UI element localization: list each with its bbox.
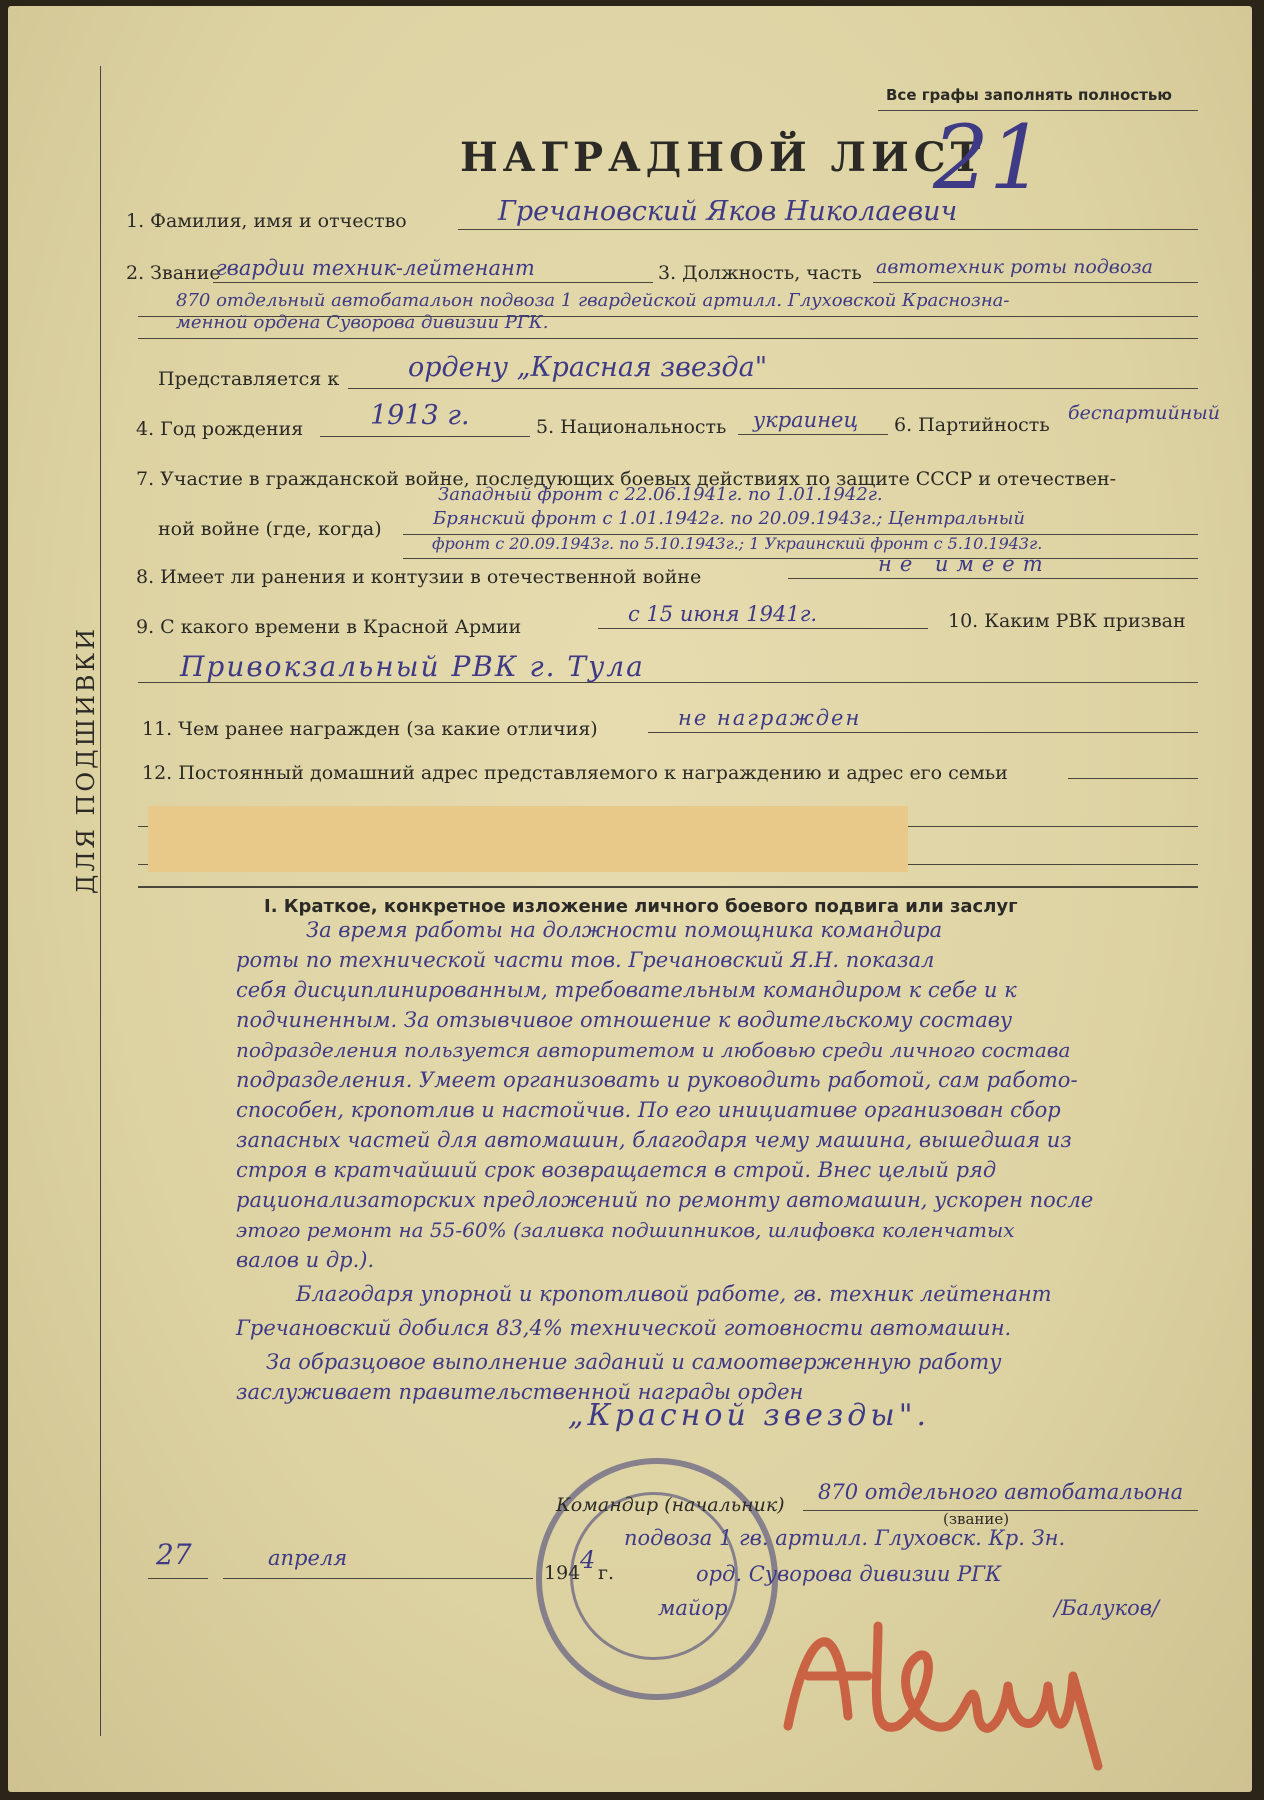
date-year-suffix: 4 [580,1546,596,1574]
merit-line: За время работы на должности помощника командира [306,918,943,942]
merit-line: запасных частей для автомашин, благодаря чему машина, вышедшая из [236,1128,1072,1152]
field-3-label: 3. Должность, часть [658,262,862,284]
margin-label: ДЛЯ ПОДШИВКИ [72,625,100,895]
field-4-label: 4. Год рождения [136,418,304,440]
date-month-line [223,1578,533,1579]
date-day: 27 [156,1538,192,1571]
field-5-label: 5. Национальность [536,416,727,438]
field-6-label: 6. Партийность [894,414,1050,436]
corner-number: 21 [933,106,1045,209]
field-7-line1: Западный фронт с 22.06.1941г. по 1.01.1942г. [438,484,883,505]
field-2-value: гвардии техник-лейтенант [216,256,535,280]
field-7-line2: Брянский фронт с 1.01.1942г. по 20.09.1943г.; Центральный [433,508,1026,529]
field-10-line [138,682,1198,683]
presented-label: Представляется к [158,368,340,390]
field-12-line-a [1068,778,1198,779]
field-3-value: автотехник роты подвоза [876,256,1153,278]
merit-line: себя дисциплинированным, требовательным командиром к себе и к [236,978,1017,1002]
date-g: г. [598,1562,614,1584]
field-3-line2: 870 отдельный автобатальон подвоза 1 гвардейской артилл. Глуховской Краснозна- [176,290,1010,311]
field-4-line [320,436,530,437]
field-5-value: украинец [753,408,859,432]
field-11-line [648,732,1198,733]
field-9-value: с 15 июня 1941г. [628,602,817,626]
date-month: апреля [268,1546,348,1570]
field-1-value: Гречановский Яков Николаевич [498,196,958,227]
merit-line: способен, кропотлив и настойчив. По его инициативе организован сбор [236,1098,1061,1122]
field-12-label: 12. Постоянный домашний адрес представляемого к награждению и адрес его семьи [142,762,1008,784]
field-3-line [873,282,1198,283]
field-2-label: 2. Звание [126,262,221,284]
header-note: Все графы заполнять полностью [886,86,1172,104]
footer-line3: орд. Суворова дивизии РГК [696,1562,1002,1586]
field-7-line3-rule [403,558,1198,559]
rank-value: майор [658,1596,728,1620]
field-5-line [738,434,888,435]
field-8-line [788,578,1198,579]
merit-line: Благодаря упорной и кропотливой работе, гв. техник лейтенант [296,1282,1052,1306]
section-divider [138,886,1198,888]
field-3-line3-rule [138,338,1198,339]
field-9-line [598,628,928,629]
field-1-line [458,229,1198,230]
commander-value: 870 отдельного автобатальона [818,1480,1184,1504]
merit-line: валов и др.). [236,1248,375,1272]
merit-text [236,918,1216,1410]
address-redaction [148,806,908,872]
signature-name: /Балуков/ [1054,1596,1160,1620]
presented-line [348,388,1198,389]
field-7-label-1: 7. Участие в гражданской войне, последующих боевых действиях по защите СССР и отечествен- [136,468,1117,490]
section-heading: I. Краткое, конкретное изложение личного боевого подвига или заслуг [264,896,1018,917]
commander-label: Командир (начальник) [556,1494,785,1516]
field-8-label: 8. Имеет ли ранения и контузии в отечественной войне [136,566,702,588]
merit-line: За образцовое выполнение заданий и самоотверженную работу [266,1350,1002,1374]
field-6-value: беспартийный [1068,402,1220,424]
merit-line: заслуживает правительственной награды орден [236,1380,804,1404]
presented-value: ордену „Красная звезда" [408,352,768,383]
award-name: „Красной звезды". [568,1398,931,1433]
merit-line: подразделения. Умеет организовать и руководить работой, сам работо- [236,1068,1078,1092]
field-11-value: не награжден [678,706,862,730]
field-10-value: Привокзальный РВК г. Тула [180,650,645,683]
field-1-label: 1. Фамилия, имя и отчество [126,210,407,232]
commander-signature [768,1566,1148,1786]
merit-line: рационализаторских предложений по ремонту автомашин, ускорен после [236,1188,1094,1212]
merit-line: Гречановский добился 83,4% технической готовности автомашин. [236,1316,1012,1340]
binding-margin-line [100,66,101,1736]
date-year-prefix: 194 [544,1562,581,1584]
footer-line2: подвоза 1 гв. артилл. Глуховск. Кр. Зн. [624,1526,1066,1550]
field-9-label: 9. С какого времени в Красной Армии [136,616,522,638]
field-8-value: не имеет [878,552,1051,576]
merit-line: роты по технической части тов. Гречановский Я.Н. показал [236,948,935,972]
merit-line: строя в кратчайший срок возвращается в строй. Внес целый ряд [236,1158,997,1182]
rank-label: (звание) [943,1510,1010,1528]
field-7-label-2: ной войне (где, когда) [158,518,382,540]
merit-line: подчиненным. За отзывчивое отношение к водительскому составу [236,1008,1013,1032]
merit-line: этого ремонт на 55-60% (заливка подшипников, шлифовка коленчатых [236,1218,1015,1242]
page-title: НАГРАДНОЙ ЛИСТ [460,134,986,181]
date-day-line [148,1578,208,1579]
field-3-line3: менной ордена Суворова дивизии РГК. [176,312,549,333]
field-11-label: 11. Чем ранее награжден (за какие отличия) [142,718,598,740]
award-sheet [8,6,1252,1792]
field-10-label: 10. Каким РВК призван [948,610,1186,632]
merit-line: подразделения пользуется авторитетом и любовью среди личного состава [236,1038,1071,1062]
field-7-line3: фронт с 20.09.1943г. по 5.10.1943г.; 1 Украинский фронт с 5.10.1943г. [432,534,1043,553]
field-4-value: 1913 г. [370,400,470,431]
field-2-line [213,282,653,283]
